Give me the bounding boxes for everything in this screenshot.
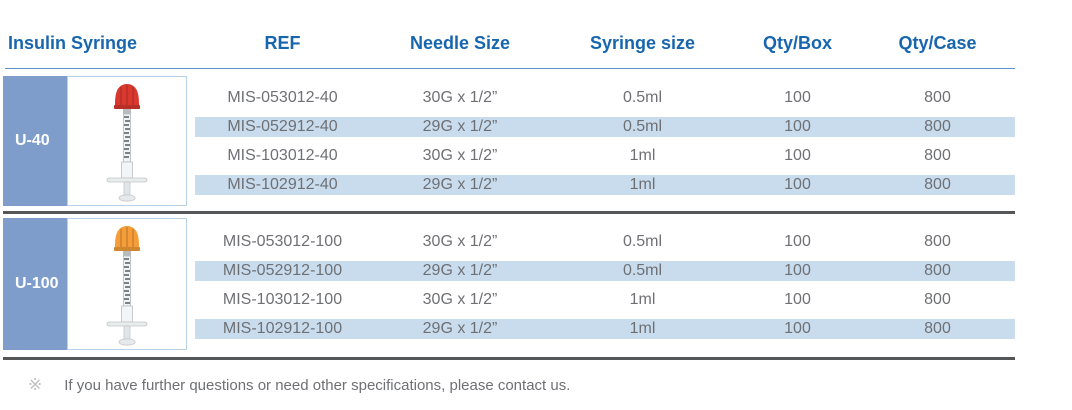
syringe-photo-u100 [67, 218, 187, 350]
syringe-size-value: 1ml [629, 320, 656, 337]
table-row [195, 175, 1015, 195]
ref-value: MIS-102912-100 [222, 320, 343, 337]
syringe-size-value: 0.5ml [622, 89, 663, 106]
qty-case-value: 800 [924, 233, 951, 250]
column-header-syringe-size: Syringe size [589, 33, 696, 53]
group-label-u100: U-100 [3, 218, 67, 350]
qty-box-value: 100 [784, 118, 811, 135]
table-row [195, 146, 1015, 166]
qty-box-value: 100 [784, 89, 811, 106]
qty-case-value: 800 [924, 291, 951, 308]
syringe-size-value: 0.5ml [622, 262, 663, 279]
table-rows-u40 [195, 88, 1015, 204]
ref-value: MIS-103012-100 [222, 291, 343, 308]
syringe-size-value: 1ml [629, 291, 656, 308]
qty-case-value: 800 [924, 89, 951, 106]
column-header-qty-case: Qty/Case [898, 33, 977, 53]
qty-box-value: 100 [784, 176, 811, 193]
syringe-size-value: 1ml [629, 176, 656, 193]
footer-note-row [28, 375, 570, 395]
table-row [195, 232, 1015, 252]
qty-case-value: 800 [924, 118, 951, 135]
qty-box-value: 100 [784, 233, 811, 250]
header-underline [5, 68, 1015, 69]
footer-divider [3, 357, 1015, 360]
ref-value: MIS-052912-100 [222, 262, 343, 279]
group-divider [3, 211, 1015, 214]
needle-size-value: 30G x 1/2” [422, 89, 498, 106]
qty-case-value: 800 [924, 262, 951, 279]
table-row [195, 88, 1015, 108]
column-header-insulin-syringe: Insulin Syringe [8, 33, 138, 53]
needle-size-value: 29G x 1/2” [422, 176, 498, 193]
ref-value: MIS-102912-40 [227, 176, 338, 193]
syringe-size-value: 1ml [629, 147, 656, 164]
reference-mark-icon: ※ [28, 375, 43, 394]
footer-note-text: If you have further questions or need other specifications, please contact us. [64, 376, 571, 394]
column-header-qty-box: Qty/Box [762, 33, 832, 53]
qty-case-value: 800 [924, 147, 951, 164]
ref-value: MIS-103012-40 [227, 147, 338, 164]
needle-size-value: 30G x 1/2” [422, 291, 498, 308]
syringe-photo-u40 [67, 76, 187, 206]
syringe-size-value: 0.5ml [622, 233, 663, 250]
needle-size-value: 29G x 1/2” [422, 262, 498, 279]
table-row [195, 261, 1015, 281]
qty-box-value: 100 [784, 320, 811, 337]
table-row [195, 319, 1015, 339]
qty-box-value: 100 [784, 147, 811, 164]
syringe-u100-graphic [101, 223, 153, 347]
needle-size-value: 30G x 1/2” [422, 147, 498, 164]
qty-box-value: 100 [784, 291, 811, 308]
table-header-row [195, 33, 1015, 54]
table-row [195, 117, 1015, 137]
qty-case-value: 800 [924, 320, 951, 337]
group-label-u40: U-40 [3, 76, 67, 206]
table-rows-u100 [195, 232, 1015, 348]
qty-case-value: 800 [924, 176, 951, 193]
ref-value: MIS-052912-40 [227, 118, 338, 135]
ref-value: MIS-053012-40 [227, 89, 338, 106]
qty-box-value: 100 [784, 262, 811, 279]
syringe-size-value: 0.5ml [622, 118, 663, 135]
needle-size-value: 30G x 1/2” [422, 233, 498, 250]
needle-size-value: 29G x 1/2” [422, 320, 498, 337]
table-row [195, 290, 1015, 310]
column-header-needle-size: Needle Size [409, 33, 511, 53]
column-header-ref: REF [264, 33, 301, 53]
syringe-u40-graphic [101, 81, 153, 203]
ref-value: MIS-053012-100 [222, 233, 343, 250]
needle-size-value: 29G x 1/2” [422, 118, 498, 135]
